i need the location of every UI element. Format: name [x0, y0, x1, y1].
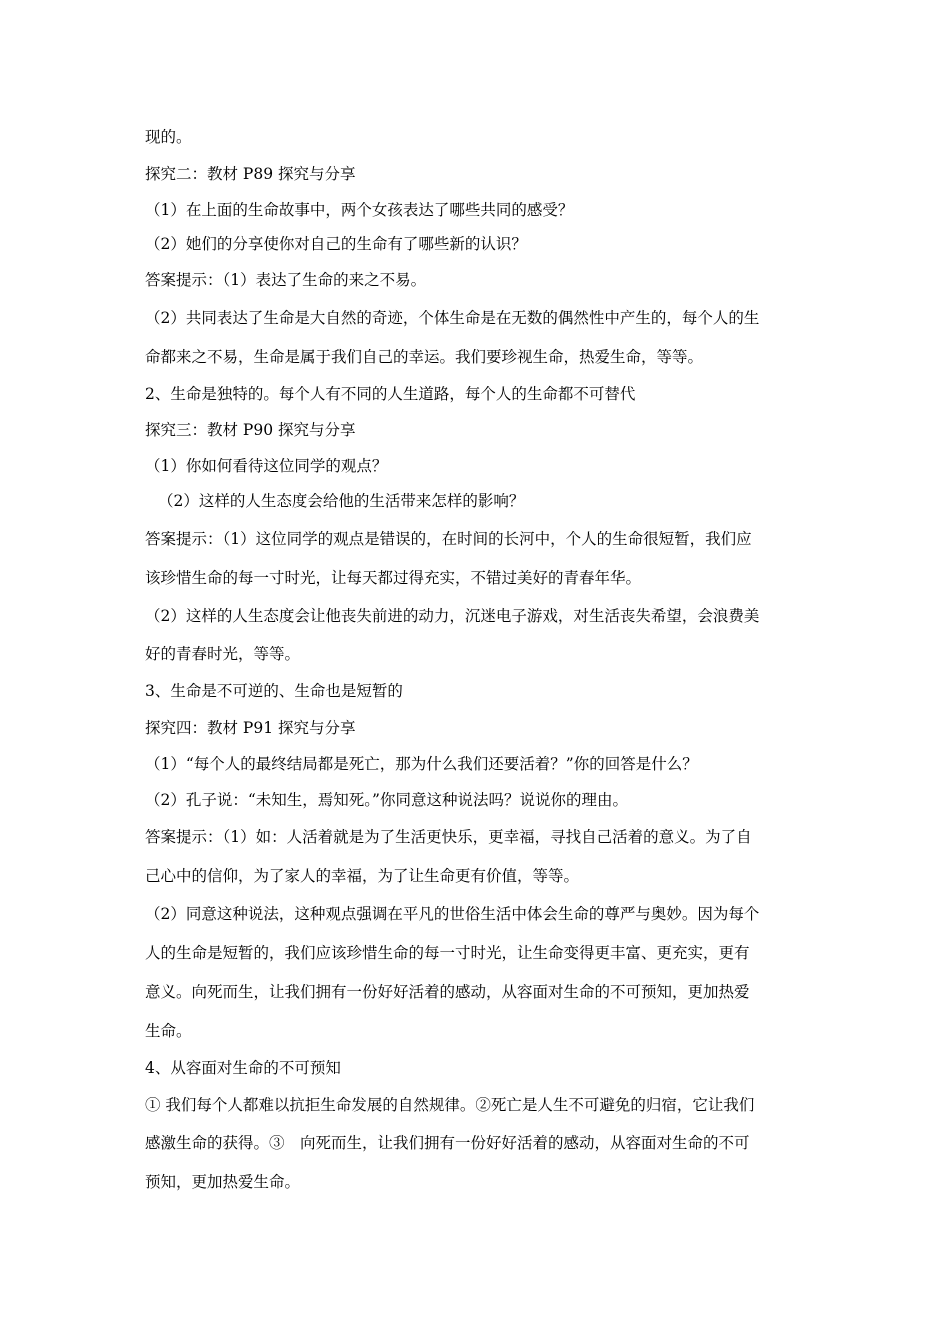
- question-line: （1）“每个人的最终结局都是死亡，那为什么我们还要活着？”你的回答是什么？: [145, 755, 698, 773]
- text-line: 感激生命的获得。③ 向死而生，让我们拥有一份好好活着的感动，从容面对生命的不可: [145, 1134, 750, 1152]
- topic-heading: 3、生命是不可逆的、生命也是短暂的: [145, 682, 403, 700]
- section-heading: 探究四：教材 P91 探究与分享: [145, 719, 356, 737]
- text-line: ① 我们每个人都难以抗拒生命发展的自然规律。②死亡是人生不可避免的归宿，它让我们: [145, 1096, 755, 1114]
- answer-line: （2）这样的人生态度会让他丧失前进的动力，沉迷电子游戏，对生活丧失希望，会浪费美: [145, 607, 760, 625]
- answer-line: 命都来之不易，生命是属于我们自己的幸运。我们要珍视生命，热爱生命，等等。: [145, 348, 704, 366]
- question-line: （2）这样的人生态度会给他的生活带来怎样的影响？: [158, 492, 525, 510]
- answer-line: 生命。: [145, 1022, 192, 1040]
- text-line: 现的。: [145, 128, 192, 146]
- answer-line: 人的生命是短暂的，我们应该珍惜生命的每一寸时光，让生命变得更丰富、更充实，更有: [145, 944, 750, 962]
- answer-line: 意义。向死而生，让我们拥有一份好好活着的感动，从容面对生命的不可预知，更加热爱: [145, 983, 750, 1001]
- question-line: （1）在上面的生命故事中，两个女孩表达了哪些共同的感受？: [145, 201, 574, 219]
- answer-line: 己心中的信仰，为了家人的幸福，为了让生命更有价值，等等。: [145, 867, 580, 885]
- answer-line: 该珍惜生命的每一寸时光，让每天都过得充实，不错过美好的青春年华。: [145, 569, 642, 587]
- section-heading: 探究二：教材 P89 探究与分享: [145, 165, 356, 183]
- answer-line: 答案提示：（1）如：人活着就是为了生活更快乐，更幸福，寻找自己活着的意义。为了自: [145, 828, 752, 846]
- text-line: 预知，更加热爱生命。: [145, 1173, 301, 1191]
- answer-line: （2）同意这种说法，这种观点强调在平凡的世俗生活中体会生命的尊严与奥妙。因为每个: [145, 905, 760, 923]
- answer-line: 答案提示：（1）这位同学的观点是错误的，在时间的长河中，个人的生命很短暂，我们应: [145, 530, 752, 548]
- section-heading: 探究三：教材 P90 探究与分享: [145, 421, 356, 439]
- answer-line: 答案提示：（1）表达了生命的来之不易。: [145, 271, 427, 289]
- question-line: （1）你如何看待这位同学的观点？: [145, 457, 388, 475]
- answer-line: 好的青春时光，等等。: [145, 645, 301, 663]
- topic-heading: 2、生命是独特的。每个人有不同的人生道路，每个人的生命都不可替代: [145, 385, 636, 403]
- topic-heading: 4、从容面对生命的不可预知: [145, 1059, 341, 1077]
- answer-line: （2）共同表达了生命是大自然的奇迹，个体生命是在无数的偶然性中产生的，每个人的生: [145, 309, 760, 327]
- question-line: （2）她们的分享使你对自己的生命有了哪些新的认识？: [145, 235, 527, 253]
- question-line: （2）孔子说：“未知生，焉知死。”你同意这种说法吗？说说你的理由。: [145, 791, 628, 809]
